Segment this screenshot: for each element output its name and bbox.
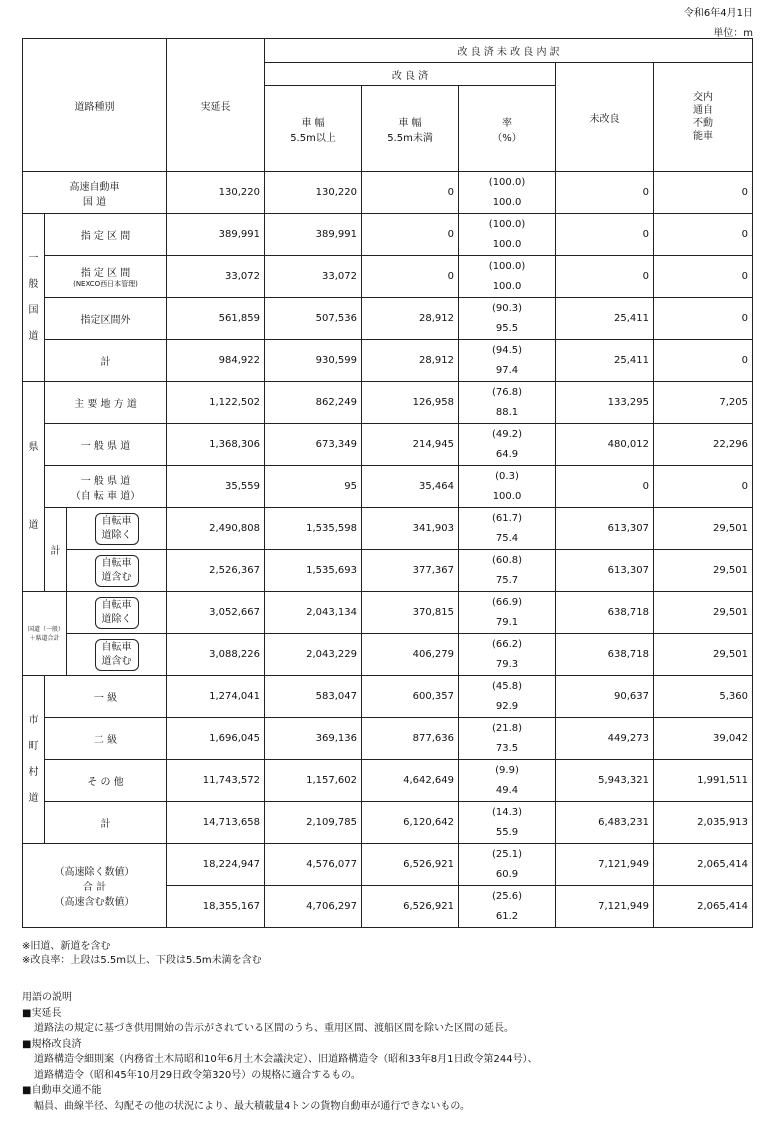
cell-rate [459, 340, 556, 382]
term-head: ■規格改良済 [22, 1038, 82, 1050]
cell-w2: 214,945 [362, 424, 459, 466]
cell-rate [459, 382, 556, 424]
table-row [23, 550, 753, 592]
cell-rate [459, 508, 556, 550]
cell-length: 1,122,502 [167, 382, 265, 424]
rate-lower: 64.9 [495, 448, 519, 460]
cell-length: 18,355,167 [167, 886, 265, 928]
row-label: 高速自動車 国 道 [23, 172, 167, 214]
row-label-box: 自転車 道含む [95, 555, 139, 587]
cell-unimproved: 7,121,949 [556, 886, 654, 928]
rate-upper: (45.8) [491, 680, 523, 692]
rate-lower: 60.9 [495, 868, 519, 880]
row-label [67, 550, 167, 592]
rate-lower: 55.9 [495, 826, 519, 838]
rate-lower: 100.0 [492, 196, 522, 208]
rate-upper: (94.5) [491, 344, 523, 356]
group-shichoson: 市 町 村 道 [23, 676, 45, 844]
cell-unimproved: 0 [556, 214, 654, 256]
rate-upper: (21.8) [491, 722, 523, 734]
cell-w1: 33,072 [265, 256, 362, 298]
rate-upper: (100.0) [488, 260, 526, 272]
cell-w1: 2,043,134 [265, 592, 362, 634]
cell-w1: 389,991 [265, 214, 362, 256]
cell-length: 3,088,226 [167, 634, 265, 676]
row-label-main: 指 定 区 間 [80, 268, 131, 279]
row-label-incl: （高速含む数値） [54, 897, 135, 908]
group-kokken: 国道（一般）＋県道合計 [23, 592, 67, 676]
term-body: 道路構造令（昭和45年10月29日政令第320号）の規格に適合するもの。 [34, 1069, 361, 1081]
cell-w1: 2,109,785 [265, 802, 362, 844]
table-row [23, 634, 753, 676]
cell-rate [459, 634, 556, 676]
rate-lower: 100.0 [492, 280, 522, 292]
row-label [45, 256, 167, 298]
table-row [23, 592, 753, 634]
cell-w2: 6,526,921 [362, 886, 459, 928]
cell-impassable: 1,991,511 [654, 760, 753, 802]
term-head: ■実延長 [22, 1007, 62, 1019]
cell-rate [459, 424, 556, 466]
rate-upper: (61.7) [491, 512, 523, 524]
rate-upper: (14.3) [491, 806, 523, 818]
cell-rate [459, 886, 556, 928]
cell-length: 1,274,041 [167, 676, 265, 718]
cell-unimproved: 638,718 [556, 634, 654, 676]
cell-w1: 369,136 [265, 718, 362, 760]
cell-unimproved: 449,273 [556, 718, 654, 760]
col-width-over: 車 幅 5.5m以上 [265, 86, 362, 172]
note-item: ※改良率：上段は5.5m以上、下段は5.5m未満を含む [22, 954, 262, 966]
cell-w2: 341,903 [362, 508, 459, 550]
cell-impassable: 29,501 [654, 592, 753, 634]
term-head: ■自動車交通不能 [22, 1085, 102, 1096]
cell-w1: 4,576,077 [265, 844, 362, 886]
rate-upper: (25.6) [491, 890, 523, 902]
rate-lower: 61.2 [495, 910, 519, 922]
cell-impassable: 0 [654, 298, 753, 340]
cell-w2: 370,815 [362, 592, 459, 634]
rate-upper: (9.9) [495, 764, 519, 776]
cell-length: 1,368,306 [167, 424, 265, 466]
cell-length: 2,490,808 [167, 508, 265, 550]
group-kokudo: 一 般 国 道 [23, 214, 45, 382]
cell-unimproved: 133,295 [556, 382, 654, 424]
cell-unimproved: 90,637 [556, 676, 654, 718]
cell-unimproved: 6,483,231 [556, 802, 654, 844]
table-row [23, 256, 753, 298]
cell-w1: 95 [265, 466, 362, 508]
table-row [23, 298, 753, 340]
table-row [23, 802, 753, 844]
cell-impassable: 7,205 [654, 382, 753, 424]
rate-lower: 100.0 [492, 238, 522, 250]
cell-rate [459, 214, 556, 256]
rate-lower: 75.4 [495, 532, 519, 544]
cell-length: 3,052,667 [167, 592, 265, 634]
col-breakdown: 改 良 済 未 改 良 内 訳 [265, 39, 753, 63]
cell-w2: 377,367 [362, 550, 459, 592]
cell-w2: 406,279 [362, 634, 459, 676]
cell-w1: 1,157,602 [265, 760, 362, 802]
cell-unimproved: 613,307 [556, 550, 654, 592]
row-label-box: 自転車 道除く [95, 513, 139, 545]
cell-impassable: 29,501 [654, 550, 753, 592]
row-label-sub: (NEXCO西日本管理) [73, 280, 138, 288]
cell-unimproved: 7,121,949 [556, 844, 654, 886]
cell-rate [459, 298, 556, 340]
cell-impassable: 0 [654, 256, 753, 298]
cell-impassable: 29,501 [654, 634, 753, 676]
cell-unimproved: 613,307 [556, 508, 654, 550]
note-item: ※旧道、新道を含む [22, 941, 111, 952]
cell-unimproved: 638,718 [556, 592, 654, 634]
col-rate: 率 （%） [459, 86, 556, 172]
rate-upper: (66.2) [491, 638, 523, 650]
rate-upper: (0.3) [495, 470, 519, 482]
row-label: 一 般 県 道 [45, 424, 167, 466]
row-label-box: 自転車 道含む [95, 639, 139, 671]
cell-length: 35,559 [167, 466, 265, 508]
cell-w1: 673,349 [265, 424, 362, 466]
cell-impassable: 22,296 [654, 424, 753, 466]
table-row [23, 382, 753, 424]
cell-w2: 126,958 [362, 382, 459, 424]
cell-impassable: 39,042 [654, 718, 753, 760]
rate-upper: (76.8) [491, 386, 523, 398]
term-body: 幅員、曲線半径、勾配その他の状況により、最大積載量4トンの貨物自動車が通行できないもの。 [34, 1100, 470, 1112]
row-label [67, 508, 167, 550]
cell-unimproved: 0 [556, 256, 654, 298]
rate-lower: 88.1 [495, 406, 519, 418]
rate-lower: 100.0 [492, 490, 522, 502]
cell-w2: 877,636 [362, 718, 459, 760]
cell-w2: 6,526,921 [362, 844, 459, 886]
cell-w1: 583,047 [265, 676, 362, 718]
rate-upper: (49.2) [491, 428, 523, 440]
table-row [23, 760, 753, 802]
rate-lower: 79.3 [495, 658, 519, 670]
cell-rate [459, 676, 556, 718]
cell-w1: 507,536 [265, 298, 362, 340]
cell-length: 984,922 [167, 340, 265, 382]
cell-impassable: 0 [654, 214, 753, 256]
cell-w1: 1,535,693 [265, 550, 362, 592]
rate-upper: (66.9) [491, 596, 523, 608]
cell-w2: 0 [362, 214, 459, 256]
notes [22, 940, 262, 967]
rate-lower: 95.5 [495, 322, 519, 334]
rate-lower: 75.7 [495, 574, 519, 586]
col-unimproved: 未改良 [556, 63, 654, 172]
rate-lower: 73.5 [495, 742, 519, 754]
rate-upper: (25.1) [491, 848, 523, 860]
cell-impassable: 0 [654, 466, 753, 508]
rate-upper: (90.3) [491, 302, 523, 314]
cell-rate [459, 844, 556, 886]
cell-length: 2,526,367 [167, 550, 265, 592]
row-label: 一 般 県 道 （自 転 車 道） [45, 466, 167, 508]
cell-impassable: 0 [654, 340, 753, 382]
table-row [23, 676, 753, 718]
cell-w2: 35,464 [362, 466, 459, 508]
cell-unimproved: 25,411 [556, 340, 654, 382]
cell-impassable: 29,501 [654, 508, 753, 550]
cell-unimproved: 5,943,321 [556, 760, 654, 802]
cell-w2: 0 [362, 256, 459, 298]
cell-w2: 6,120,642 [362, 802, 459, 844]
cell-impassable: 2,035,913 [654, 802, 753, 844]
cell-w2: 0 [362, 172, 459, 214]
table-row [23, 508, 753, 550]
unit-label: 単位：m [713, 28, 753, 39]
cell-w1: 130,220 [265, 172, 362, 214]
cell-w2: 28,912 [362, 340, 459, 382]
cell-rate [459, 256, 556, 298]
cell-rate [459, 550, 556, 592]
cell-length: 11,743,572 [167, 760, 265, 802]
cell-length: 561,859 [167, 298, 265, 340]
rate-lower: 92.9 [495, 700, 519, 712]
cell-impassable: 2,065,414 [654, 844, 753, 886]
col-width-under: 車 幅 5.5m未満 [362, 86, 459, 172]
cell-length: 1,696,045 [167, 718, 265, 760]
cell-w1: 930,599 [265, 340, 362, 382]
col-length: 実延長 [167, 39, 265, 172]
cell-unimproved: 25,411 [556, 298, 654, 340]
cell-w2: 28,912 [362, 298, 459, 340]
cell-rate [459, 802, 556, 844]
cell-length: 389,991 [167, 214, 265, 256]
terms-title: 用語の説明 [22, 992, 72, 1003]
col-type: 道路種別 [23, 39, 167, 172]
kendo-total-label: 計 [45, 508, 67, 592]
date: 令和6年4月1日 [683, 8, 753, 19]
row-label: 二 級 [45, 718, 167, 760]
row-label [67, 634, 167, 676]
table-row [23, 214, 753, 256]
cell-w2: 600,357 [362, 676, 459, 718]
col-impassable: 交内 通自 不動 能車 [654, 63, 753, 172]
group-kendo: 県 道 [23, 382, 45, 592]
table-row [23, 340, 753, 382]
row-label-excl: （高速除く数値） [54, 867, 135, 878]
rate-lower: 49.4 [495, 784, 519, 796]
cell-impassable: 5,360 [654, 676, 753, 718]
cell-rate [459, 718, 556, 760]
cell-rate [459, 466, 556, 508]
road-table [22, 38, 753, 928]
col-improved: 改 良 済 [265, 63, 556, 86]
cell-unimproved: 480,012 [556, 424, 654, 466]
cell-w1: 4,706,297 [265, 886, 362, 928]
cell-length: 130,220 [167, 172, 265, 214]
row-label: 主 要 地 方 道 [45, 382, 167, 424]
row-label: そ の 他 [45, 760, 167, 802]
row-label: 一 級 [45, 676, 167, 718]
rate-upper: (60.8) [491, 554, 523, 566]
cell-w2: 4,642,649 [362, 760, 459, 802]
rate-upper: (100.0) [488, 176, 526, 188]
row-label: 指定区間外 [45, 298, 167, 340]
row-label: 計 [45, 802, 167, 844]
cell-unimproved: 0 [556, 172, 654, 214]
cell-unimproved: 0 [556, 466, 654, 508]
terms-section [22, 990, 538, 1114]
total-label: 合 計 [82, 882, 107, 893]
table-row [23, 172, 753, 214]
table-row [23, 718, 753, 760]
cell-w1: 2,043,229 [265, 634, 362, 676]
cell-w1: 862,249 [265, 382, 362, 424]
cell-w1: 1,535,598 [265, 508, 362, 550]
term-body: 道路法の規定に基づき供用開始の告示がされている区間のうち、重用区間、渡船区間を除いた区間の延長。 [34, 1023, 514, 1034]
cell-rate [459, 172, 556, 214]
cell-impassable: 0 [654, 172, 753, 214]
cell-rate [459, 592, 556, 634]
cell-length: 33,072 [167, 256, 265, 298]
table-row [23, 844, 753, 886]
rate-lower: 97.4 [495, 364, 519, 376]
cell-rate [459, 760, 556, 802]
cell-impassable: 2,065,414 [654, 886, 753, 928]
row-label: 計 [45, 340, 167, 382]
cell-length: 14,713,658 [167, 802, 265, 844]
row-label-box: 自転車 道除く [95, 597, 139, 629]
rate-upper: (100.0) [488, 218, 526, 230]
table-row [23, 466, 753, 508]
term-body: 道路構造令細則案（内務省土木局昭和10年6月土木会議決定）、旧道路構造令（昭和33年8月1日政令第244号）、 [34, 1054, 538, 1065]
rate-lower: 79.1 [495, 616, 519, 628]
row-label: 指 定 区 間 [45, 214, 167, 256]
total-label-cell [23, 844, 167, 928]
cell-length: 18,224,947 [167, 844, 265, 886]
row-label [67, 592, 167, 634]
table-row [23, 424, 753, 466]
